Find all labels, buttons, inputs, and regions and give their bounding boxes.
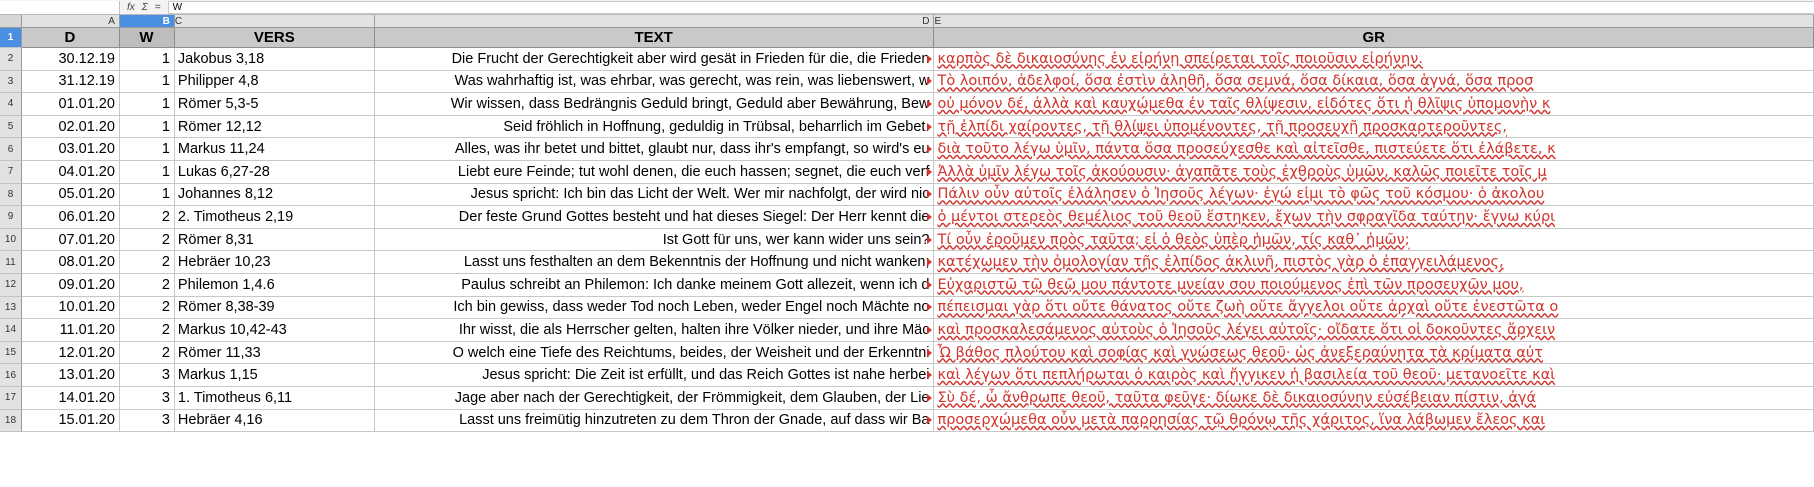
cell-week[interactable]: 1: [120, 116, 175, 139]
row-header[interactable]: 13: [0, 297, 22, 320]
formula-bar: [0, 0, 1814, 15]
cell-text[interactable]: O welch eine Tiefe des Reichtums, beides, der Weisheit und der Erkenntni: [375, 342, 935, 365]
column-header-row: [0, 15, 1814, 28]
cell-date[interactable]: 05.01.20: [22, 184, 120, 207]
cell-week[interactable]: 2: [120, 319, 175, 342]
cell-greek-text[interactable]: Τὸ λοιπόν, ἀδελφοί, ὅσα ἐστὶν ἀληθῆ, ὅσα σεμνά, ὅσα δίκαια, ὅσα ἁγνά, ὅσα προσ: [934, 71, 1814, 94]
cell-verse-ref[interactable]: Johannes 8,12: [175, 184, 375, 207]
header-cell-gr[interactable]: GR: [934, 28, 1814, 48]
cell-greek-text[interactable]: ὁ μέντοι στερεὸς θεμέλιος τοῦ θεοῦ ἕστηκεν, ἔχων τὴν σφραγῖδα ταύτην· ἔγνω κύρι: [934, 206, 1814, 229]
table-row: [0, 184, 1814, 207]
row-header[interactable]: 3: [0, 71, 22, 94]
row-header[interactable]: 18: [0, 410, 22, 433]
row-header[interactable]: 9: [0, 206, 22, 229]
cell-text[interactable]: Was wahrhaftig ist, was ehrbar, was gerecht, was rein, was liebenswert, w: [375, 71, 935, 94]
overflow-marker-icon: [927, 258, 932, 266]
cell-verse-ref[interactable]: Jakobus 3,18: [175, 48, 375, 71]
cell-text[interactable]: Seid fröhlich in Hoffnung, geduldig in Trübsal, beharrlich im Gebet.: [375, 116, 935, 139]
cell-week[interactable]: 2: [120, 297, 175, 320]
table-row: [0, 116, 1814, 139]
cell-date[interactable]: 04.01.20: [22, 161, 120, 184]
overflow-marker-icon: [927, 371, 932, 379]
cell-week[interactable]: 3: [120, 410, 175, 433]
cell-date[interactable]: 01.01.20: [22, 93, 120, 116]
header-cell-date[interactable]: D: [22, 28, 120, 48]
cell-verse-ref[interactable]: Philipper 4,8: [175, 71, 375, 94]
table-row: [0, 387, 1814, 410]
cell-verse-ref[interactable]: Römer 8,31: [175, 229, 375, 252]
cell-date[interactable]: 15.01.20: [22, 410, 120, 433]
table-row: [0, 251, 1814, 274]
cell-week[interactable]: 1: [120, 93, 175, 116]
cell-greek-text[interactable]: Τί οὖν ἐροῦμεν πρὸς ταῦτα; εἰ ὁ θεὸς ὑπὲρ ἡμῶν, τίς καθ᾽ ἡμῶν;: [934, 229, 1814, 252]
select-all-corner[interactable]: [0, 15, 22, 28]
table-row: [0, 319, 1814, 342]
cell-verse-ref[interactable]: Römer 5,3-5: [175, 93, 375, 116]
cell-verse-ref[interactable]: Römer 11,33: [175, 342, 375, 365]
table-row: [0, 93, 1814, 116]
row-header[interactable]: 6: [0, 138, 22, 161]
cell-greek-text[interactable]: καρπὸς δὲ δικαιοσύνης ἐν εἰρήνῃ σπείρεται τοῖς ποιοῦσιν εἰρήνην.: [934, 48, 1814, 71]
cell-week[interactable]: 2: [120, 206, 175, 229]
column-header-C[interactable]: C: [175, 15, 375, 28]
cell-date[interactable]: 10.01.20: [22, 297, 120, 320]
cell-verse-ref[interactable]: Markus 1,15: [175, 364, 375, 387]
sheet-grid: [0, 28, 1814, 432]
overflow-marker-icon: [927, 326, 932, 334]
header-cell-w[interactable]: W: [120, 28, 175, 48]
cell-date[interactable]: 02.01.20: [22, 116, 120, 139]
cell-text[interactable]: Jage aber nach der Gerechtigkeit, der Frömmigkeit, dem Glauben, der Lie: [375, 387, 935, 410]
table-row: [0, 71, 1814, 94]
formula-input[interactable]: W: [168, 1, 1814, 14]
cell-date[interactable]: 11.01.20: [22, 319, 120, 342]
cell-text[interactable]: Wir wissen, dass Bedrängnis Geduld bringt, Geduld aber Bewährung, Bew: [375, 93, 935, 116]
header-cell-vers[interactable]: VERS: [175, 28, 375, 48]
overflow-marker-icon: [927, 349, 932, 357]
overflow-marker-icon: [927, 236, 932, 244]
row-header[interactable]: 17: [0, 387, 22, 410]
cell-week[interactable]: 2: [120, 229, 175, 252]
row-header[interactable]: 15: [0, 342, 22, 365]
cell-verse-ref[interactable]: Markus 10,42-43: [175, 319, 375, 342]
column-header-E[interactable]: E: [934, 15, 1814, 28]
cell-date[interactable]: 31.12.19: [22, 71, 120, 94]
cell-greek-text[interactable]: οὐ μόνον δέ, ἀλλὰ καὶ καυχώμεθα ἐν ταῖς θλίψεσιν, εἰδότες ὅτι ἡ θλῖψις ὑπομονὴν κ: [934, 93, 1814, 116]
row-header[interactable]: 4: [0, 93, 22, 116]
cell-greek-text[interactable]: Πάλιν οὖν αὐτοῖς ἐλάλησεν ὁ Ἰησοῦς λέγων· ἐγώ εἰμι τὸ φῶς τοῦ κόσμου· ὁ ἀκολου: [934, 184, 1814, 207]
cell-verse-ref[interactable]: 2. Timotheus 2,19: [175, 206, 375, 229]
cell-verse-ref[interactable]: Hebräer 10,23: [175, 251, 375, 274]
cell-greek-text[interactable]: κατέχωμεν τὴν ὁμολογίαν τῆς ἐλπίδος ἀκλινῆ, πιστὸς γὰρ ὁ ἐπαγγειλάμενος,: [934, 251, 1814, 274]
column-header-A[interactable]: A: [22, 15, 120, 28]
cell-week[interactable]: 1: [120, 138, 175, 161]
table-row: [0, 206, 1814, 229]
cell-greek-text[interactable]: διὰ τοῦτο λέγω ὑμῖν, πάντα ὅσα προσεύχεσθε καὶ αἰτεῖσθε, πιστεύετε ὅτι ἐλάβετε, κ: [934, 138, 1814, 161]
overflow-marker-icon: [927, 416, 932, 424]
cell-text[interactable]: Paulus schreibt an Philemon: Ich danke meinem Gott allezeit, wenn ich d: [375, 274, 935, 297]
table-row: [0, 342, 1814, 365]
table-row: [0, 48, 1814, 71]
cell-date[interactable]: 12.01.20: [22, 342, 120, 365]
name-box[interactable]: [0, 1, 120, 14]
cell-date[interactable]: 08.01.20: [22, 251, 120, 274]
cell-text[interactable]: Die Frucht der Gerechtigkeit aber wird gesät in Frieden für die, die Frieden: [375, 48, 935, 71]
row-header-1[interactable]: 1: [0, 28, 22, 48]
table-row: [0, 410, 1814, 433]
cell-week[interactable]: 3: [120, 364, 175, 387]
cell-greek-text[interactable]: πέπεισμαι γὰρ ὅτι οὔτε θάνατος οὔτε ζωὴ οὔτε ἄγγελοι οὔτε ἀρχαὶ οὔτε ἐνεστῶτα ο: [934, 297, 1814, 320]
cell-greek-text[interactable]: τῇ ἐλπίδι χαίροντες, τῇ θλίψει ὑπομένοντες, τῇ προσευχῇ προσκαρτεροῦντες,: [934, 116, 1814, 139]
cell-verse-ref[interactable]: Markus 11,24: [175, 138, 375, 161]
function-wizard-icon[interactable]: fx: [127, 1, 135, 13]
cell-week[interactable]: 2: [120, 251, 175, 274]
table-row: [0, 161, 1814, 184]
row-header[interactable]: 10: [0, 229, 22, 252]
overflow-marker-icon: [927, 77, 932, 85]
cell-text[interactable]: Lasst uns festhalten an dem Bekenntnis der Hoffnung und nicht wanken;: [375, 251, 935, 274]
cell-text[interactable]: Ihr wisst, die als Herrscher gelten, halten ihre Völker nieder, und ihre Mäc: [375, 319, 935, 342]
cell-text[interactable]: Alles, was ihr betet und bittet, glaubt nur, dass ihr's empfangt, so wird's eu: [375, 138, 935, 161]
cell-text[interactable]: Jesus spricht: Die Zeit ist erfüllt, und das Reich Gottes ist nahe herbei: [375, 364, 935, 387]
table-header-row: [0, 28, 1814, 48]
cell-verse-ref[interactable]: Hebräer 4,16: [175, 410, 375, 433]
cell-greek-text[interactable]: Ἀλλὰ ὑμῖν λέγω τοῖς ἀκούουσιν· ἀγαπᾶτε τοὺς ἐχθροὺς ὑμῶν, καλῶς ποιεῖτε τοῖς μ: [934, 161, 1814, 184]
overflow-marker-icon: [927, 145, 932, 153]
overflow-marker-icon: [927, 394, 932, 402]
cell-text[interactable]: Liebt eure Feinde; tut wohl denen, die euch hassen; segnet, die euch verf: [375, 161, 935, 184]
cell-verse-ref[interactable]: 1. Timotheus 6,11: [175, 387, 375, 410]
cell-date[interactable]: 13.01.20: [22, 364, 120, 387]
row-header[interactable]: 11: [0, 251, 22, 274]
formula-icon[interactable]: =: [154, 1, 161, 13]
cell-date[interactable]: 09.01.20: [22, 274, 120, 297]
cell-week[interactable]: 1: [120, 48, 175, 71]
cell-greek-text[interactable]: Ὦ βάθος πλούτου καὶ σοφίας καὶ γνώσεως θεοῦ· ὡς ἀνεξεραύνητα τὰ κρίματα αὐτ: [934, 342, 1814, 365]
cell-text[interactable]: Lasst uns freimütig hinzutreten zu dem Thron der Gnade, auf dass wir Ba: [375, 410, 935, 433]
cell-verse-ref[interactable]: Lukas 6,27-28: [175, 161, 375, 184]
table-row: [0, 364, 1814, 387]
table-row: [0, 229, 1814, 252]
cell-week[interactable]: 3: [120, 387, 175, 410]
row-header[interactable]: 16: [0, 364, 22, 387]
row-header[interactable]: 12: [0, 274, 22, 297]
cell-verse-ref[interactable]: Römer 12,12: [175, 116, 375, 139]
row-header[interactable]: 7: [0, 161, 22, 184]
overflow-marker-icon: [927, 190, 932, 198]
cell-text[interactable]: Ist Gott für uns, wer kann wider uns sein?: [375, 229, 935, 252]
overflow-marker-icon: [927, 213, 932, 221]
cell-date[interactable]: 30.12.19: [22, 48, 120, 71]
overflow-marker-icon: [927, 100, 932, 108]
table-row: [0, 297, 1814, 320]
cell-greek-text[interactable]: καὶ προσκαλεσάμενος αὐτοὺς ὁ Ἰησοῦς λέγει αὐτοῖς· οἴδατε ὅτι οἱ δοκοῦντες ἄρχειν: [934, 319, 1814, 342]
cell-greek-text[interactable]: καὶ λέγων ὅτι πεπλήρωται ὁ καιρὸς καὶ ἤγγικεν ἡ βασιλεία τοῦ θεοῦ· μετανοεῖτε καὶ: [934, 364, 1814, 387]
cell-text[interactable]: Jesus spricht: Ich bin das Licht der Welt. Wer mir nachfolgt, der wird nic: [375, 184, 935, 207]
cell-week[interactable]: 1: [120, 161, 175, 184]
cell-text[interactable]: Ich bin gewiss, dass weder Tod noch Leben, weder Engel noch Mächte no: [375, 297, 935, 320]
cell-week[interactable]: 2: [120, 342, 175, 365]
row-header[interactable]: 2: [0, 48, 22, 71]
cell-verse-ref[interactable]: Römer 8,38-39: [175, 297, 375, 320]
cell-text[interactable]: Der feste Grund Gottes besteht und hat dieses Siegel: Der Herr kennt die: [375, 206, 935, 229]
cell-date[interactable]: 06.01.20: [22, 206, 120, 229]
cell-verse-ref[interactable]: Philemon 1,4.6: [175, 274, 375, 297]
cell-week[interactable]: 1: [120, 71, 175, 94]
cell-week[interactable]: 1: [120, 184, 175, 207]
row-header[interactable]: 5: [0, 116, 22, 139]
cell-greek-text[interactable]: προσερχώμεθα οὖν μετὰ παρρησίας τῷ θρόνῳ τῆς χάριτος, ἵνα λάβωμεν ἔλεος και: [934, 410, 1814, 433]
header-cell-text[interactable]: TEXT: [375, 28, 935, 48]
data-rows: [0, 48, 1814, 432]
overflow-marker-icon: [927, 303, 932, 311]
table-row: [0, 138, 1814, 161]
column-header-B[interactable]: B: [120, 15, 175, 28]
overflow-marker-icon: [927, 281, 932, 289]
formula-tools: [120, 2, 168, 13]
cell-date[interactable]: 07.01.20: [22, 229, 120, 252]
overflow-marker-icon: [927, 168, 932, 176]
sum-icon[interactable]: Σ: [141, 1, 148, 13]
row-header[interactable]: 14: [0, 319, 22, 342]
cell-greek-text[interactable]: Εὐχαριστῶ τῷ θεῷ μου πάντοτε μνείαν σου ποιούμενος ἐπὶ τῶν προσευχῶν μου,: [934, 274, 1814, 297]
column-header-D[interactable]: D: [375, 15, 935, 28]
cell-week[interactable]: 2: [120, 274, 175, 297]
table-row: [0, 274, 1814, 297]
cell-greek-text[interactable]: Σὺ δέ, ὦ ἄνθρωπε θεοῦ, ταῦτα φεῦγε· δίωκε δὲ δικαιοσύνην εὐσέβειαν πίστιν, ἀγά: [934, 387, 1814, 410]
overflow-marker-icon: [927, 123, 932, 131]
row-header[interactable]: 8: [0, 184, 22, 207]
overflow-marker-icon: [927, 55, 932, 63]
cell-date[interactable]: 03.01.20: [22, 138, 120, 161]
cell-date[interactable]: 14.01.20: [22, 387, 120, 410]
